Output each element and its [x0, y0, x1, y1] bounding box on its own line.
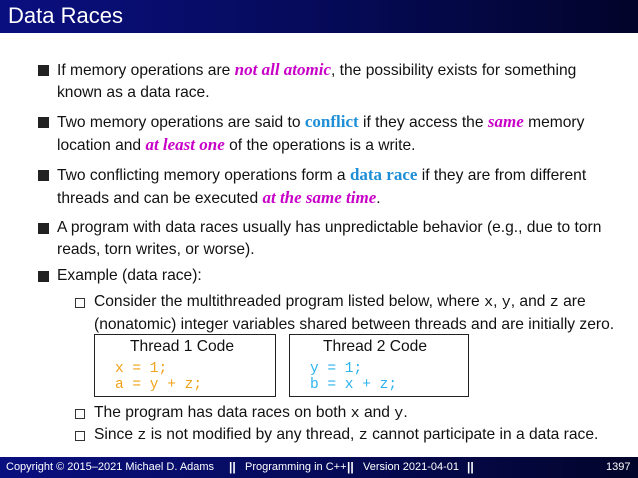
thread-1-code-line: x = 1; [115, 361, 168, 377]
sub-bullet-1-text: Consider the multithreaded program listed below, where x, y, and z are (nonatomic) integer variables shared between threads and are initially zero. [94, 293, 615, 333]
sub-bullet-square-icon [75, 298, 85, 308]
var-z: z [137, 427, 147, 444]
emphasis-at-the-same-time: at the same time [262, 188, 377, 207]
var-y: y [394, 405, 404, 422]
footer-course: Programming in C++ [245, 461, 347, 473]
bullet-2-text: Two memory operations are said to conflict if they access the same memory location and at least one of the operations is a write. [57, 112, 585, 154]
bullet-5-text: Example (data race): [57, 267, 202, 284]
bullet-square-icon [38, 117, 49, 128]
thread-2-code-line: b = x + z; [310, 377, 398, 393]
sub-bullet-3-text: Since z is not modified by any thread, z cannot participate in a data race. [94, 426, 599, 444]
bullet-1-text: If memory operations are not all atomic, the possibility exists for something known as a data race. [57, 60, 577, 101]
bullet-square-icon [38, 170, 49, 181]
thread-1-code-box [94, 334, 276, 397]
var-x: x [484, 294, 494, 311]
thread-2-code-line: y = 1; [310, 361, 363, 377]
var-x: x [350, 405, 360, 422]
term-conflict: conflict [304, 112, 359, 131]
thread-1-label: Thread 1 Code [130, 338, 235, 355]
sub-bullet-2-text: The program has data races on both x and y. [94, 404, 408, 422]
thread-1-code-line: a = y + z; [115, 377, 203, 393]
bullet-3-text: Two conflicting memory operations form a data race if they are from different threads and can be executed at the same time. [57, 165, 587, 207]
thread-2-label: Thread 2 Code [323, 338, 428, 355]
footer-separator: || [467, 460, 474, 474]
emphasis-not-all-atomic: not all atomic [234, 60, 332, 79]
var-z: z [358, 427, 368, 444]
emphasis-same: same [487, 112, 524, 131]
footer-version: Version 2021-04-01 [363, 461, 460, 473]
term-data-race: data race [349, 165, 418, 184]
slide-title: Data Races [8, 3, 123, 28]
footer-separator: || [347, 460, 354, 474]
var-y: y [501, 294, 511, 311]
thread-2-code-box [289, 334, 469, 397]
var-z: z [549, 294, 559, 311]
emphasis-at-least-one: at least one [145, 135, 225, 154]
sub-bullet-square-icon [75, 431, 85, 441]
footer-bar [0, 457, 638, 478]
sub-bullet-square-icon [75, 409, 85, 419]
footer-page-number: 1397 [606, 461, 631, 473]
bullet-square-icon [38, 65, 49, 76]
footer-copyright: Copyright © 2015–2021 Michael D. Adams [6, 461, 215, 473]
footer-separator: || [229, 460, 236, 474]
bullet-square-icon [38, 271, 49, 282]
bullet-4-text: A program with data races usually has unpredictable behavior (e.g., due to torn reads, torn writes, or worse). [57, 219, 602, 258]
bullet-square-icon [38, 223, 49, 234]
